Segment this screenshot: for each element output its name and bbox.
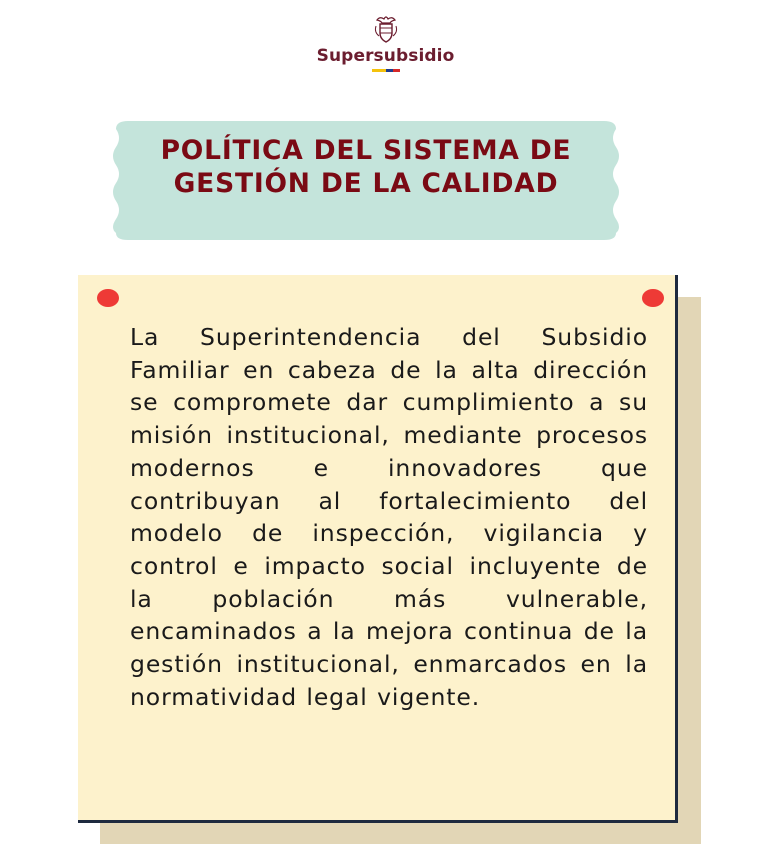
flag-stripe [372,69,400,72]
pushpin-dot-icon [97,289,119,307]
policy-note-card [78,275,678,823]
logo [0,14,771,72]
colombia-coat-of-arms-icon [371,14,401,44]
title-ribbon [110,121,622,240]
pushpin-dot-icon [642,289,664,307]
page-title: POLÍTICA DEL SISTEMA DE GESTIÓN DE LA CALIDAD [160,135,572,199]
policy-statement: La Superintendencia del Subsidio Familiar en cabeza de la alta dirección se compromete dar cumplimiento a su misión institucional, mediante procesos modernos e innovadores que contribuyan al fortalecimiento del modelo de inspección, vigilancia y control e impacto social incluyente de la población más vulnerable, encaminados a la mejora continua de la gestión institucional, enmarcados en la normatividad legal vigente. [130,323,648,711]
brand-name: Supersubsidio [316,46,455,66]
